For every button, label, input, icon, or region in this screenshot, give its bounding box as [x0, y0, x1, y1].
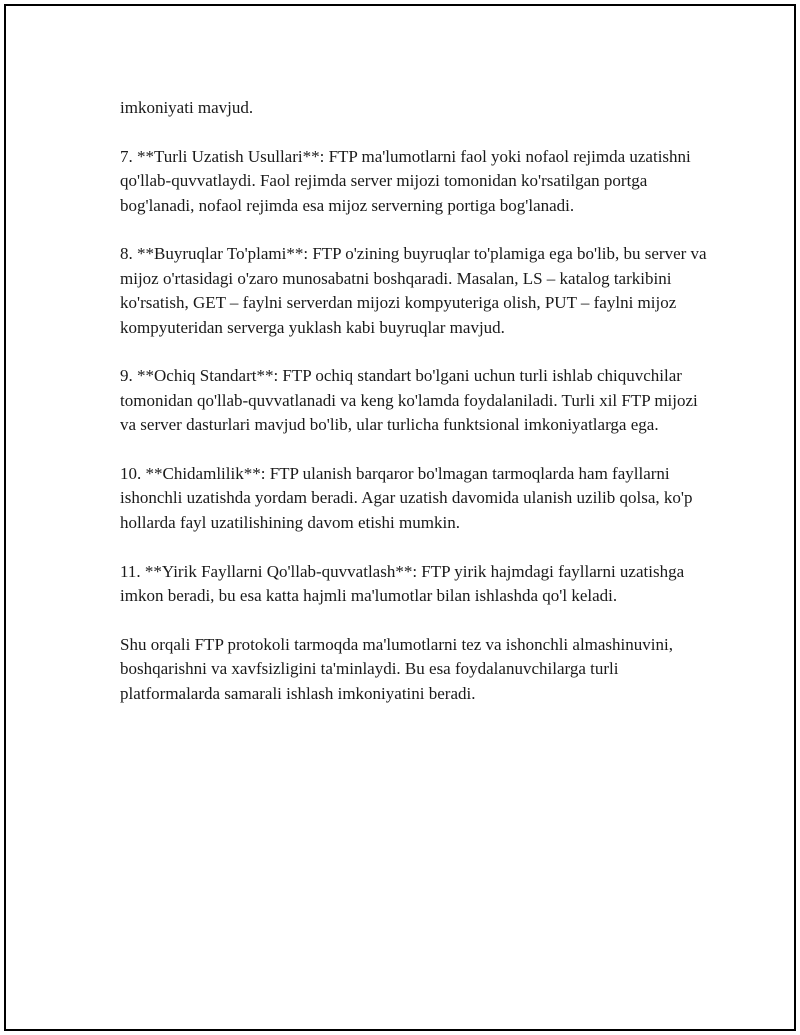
paragraph-item-10: 10. **Chidamlilik**: FTP ulanish barqaror bo'lmagan tarmoqlarda ham fayllarni ishonchli uzatishda yordam beradi. Agar uzatish davomida ulanish uzilib qolsa, ko'p hollarda fayl uzatilishining davom etishi mumkin.: [120, 464, 693, 532]
document-body: [120, 96, 710, 730]
paragraph-item-7: 7. **Turli Uzatish Usullari**: FTP ma'lumotlarni faol yoki nofaol rejimda uzatishni qo'llab-quvvatlaydi. Faol rejimda server mijozi tomonidan ko'rsatilgan portga bog'lanadi, nofaol rejimda esa mijoz serverning portiga bog'lanadi.: [120, 146, 691, 215]
document-page: [4, 4, 796, 1031]
paragraph-item-8: 8. **Buyruqlar To'plami**: FTP o'zining buyruqlar to'plamiga ega bo'lib, bu server va mijoz o'rtasidagi o'zaro munosabatni boshqaradi. Masalan, LS – katalog tarkibini ko'rsatish, GET – faylni serverdan mijozi kompyuteriga olish, PUT – faylni mijoz kompyuteridan serverga yuklash kabi buyruqlar mavjud.: [120, 244, 707, 337]
paragraph-conclusion: Shu orqali FTP protokoli tarmoqda ma'lumotlarni tez va ishonchli almashinuvini, boshqarishni va xavfsizligini ta'minlaydi. Bu esa foydalanuvchilarga turli platformalarda samarali ishlash imkoniyatini beradi.: [120, 634, 673, 703]
paragraph-continuation: imkoniyati mavjud.: [120, 98, 254, 117]
paragraph-item-9: 9. **Ochiq Standart**: FTP ochiq standart bo'lgani uchun turli ishlab chiquvchilar tomonidan qo'llab-quvvatlanadi va keng ko'lamda foydalaniladi. Turli xil FTP mijozi va server dasturlari mavjud bo'lib, ular turlicha funktsional imkoniyatlarga ega.: [120, 366, 698, 435]
paragraph-item-11: 11. **Yirik Fayllarni Qo'llab-quvvatlash**: FTP yirik hajmdagi fayllarni uzatishga imkon beradi, bu esa katta hajmli ma'lumotlar bilan ishlashda qo'l keladi.: [120, 561, 685, 606]
